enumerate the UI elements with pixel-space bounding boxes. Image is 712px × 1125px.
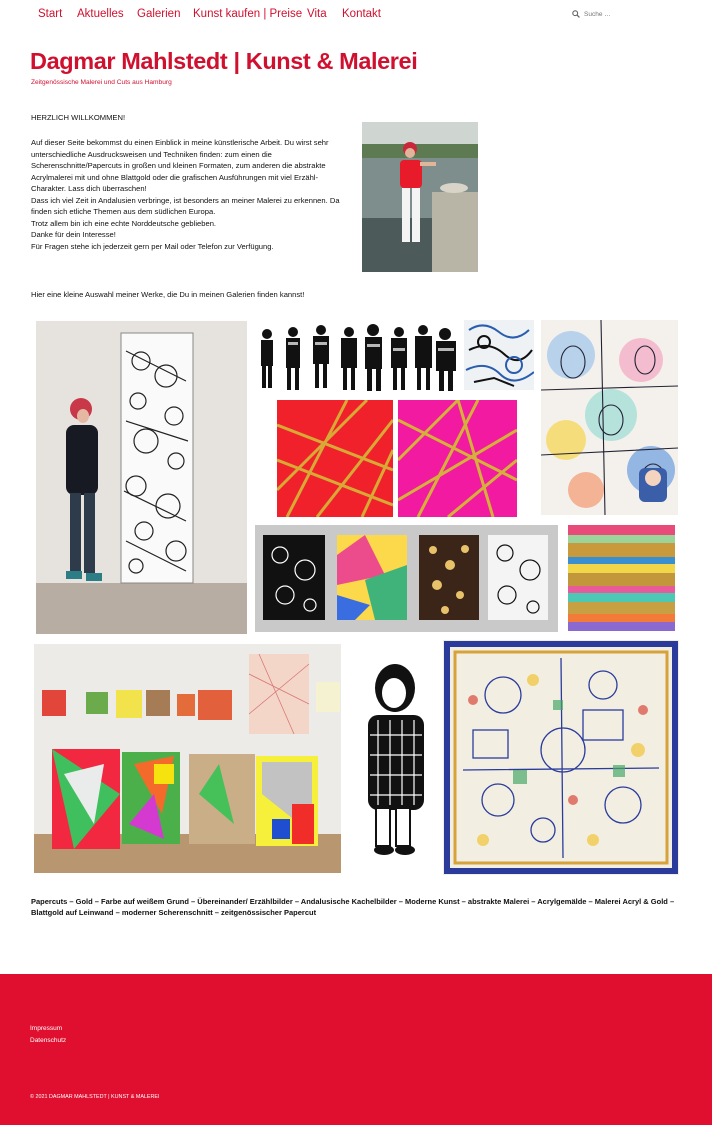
intro-paragraph: Danke für dein Interesse!: [31, 230, 116, 239]
keyword-list: Papercuts – Gold – Farbe auf weißem Grund – Übereinander/ Erzählbilder – Andalusische Kachelbilder – Moderne Kunst – abstrakte Malerei – Acrylgemälde – Malerei Acryl & Gold – Blattgold auf Leinwand – moderner Scherenschnitt – zeitgenössischer Papercut: [31, 897, 675, 917]
nav-vita[interactable]: Vita: [307, 8, 327, 20]
intro-paragraph: Dass ich viel Zeit in Andalusien verbringe, ist besonders an meiner Malerei zu erkennen. Da finden sich etliche Themen aus dem südlichen Europa.: [31, 195, 340, 216]
artwork-group-of-four[interactable]: [255, 525, 558, 632]
footer-link-datenschutz[interactable]: Datenschutz: [30, 1037, 67, 1044]
artwork-narrative-painting[interactable]: [541, 320, 678, 515]
search-box[interactable]: [572, 7, 672, 21]
site-footer: [0, 974, 712, 1125]
artwork-exhibition-photo[interactable]: [34, 644, 341, 873]
intro-paragraph: Auf dieser Seite bekommst du einen Einblick in meine künstlerische Arbeit. Du wirst sehr unterschiedliche Ausdrucksweisen und Techniken finden: zum einen die Scherenschnitte/Papercuts in großen und kleinen Formaten, zum anderen die abstrakte Acrylmalerei mit und ohne Blattgold oder die grafischen Ausführungen mit viel Erzähl-Charakter. Lass dich überraschen!: [31, 138, 329, 193]
artwork-papercut-figure[interactable]: [350, 660, 435, 860]
artwork-pattern-tile[interactable]: [464, 320, 534, 390]
artist-portrait-photo: [362, 122, 478, 272]
site-tagline: Zeitgenössische Malerei und Cuts aus Hamburg: [31, 79, 172, 86]
artwork-papercut-figures[interactable]: [255, 320, 460, 396]
artwork-stripe-painting[interactable]: [568, 525, 675, 631]
search-icon: [572, 10, 580, 18]
intro-paragraph: Für Fragen stehe ich jederzeit gern per Mail oder Telefon zur Verfügung.: [31, 241, 274, 251]
artwork-pink-gold-painting[interactable]: [398, 400, 517, 517]
site-title[interactable]: Dagmar Mahlstedt | Kunst & Malerei: [30, 48, 418, 74]
nav-kunst-kaufen[interactable]: Kunst kaufen | Preise: [193, 8, 303, 20]
artwork-andalusian-tile-picture[interactable]: [443, 640, 679, 875]
intro-text: [31, 137, 343, 252]
selection-text: Hier eine kleine Auswahl meiner Werke, die Du in meinen Galerien finden kannst!: [31, 290, 305, 299]
welcome-heading: HERZLICH WILLKOMMEN!: [31, 113, 126, 122]
footer-copyright: © 2021 DAGMAR MAHLSTEDT | KUNST & MALEREI: [30, 1094, 160, 1100]
footer-link-impressum[interactable]: Impressum: [30, 1025, 63, 1032]
nav-kontakt[interactable]: Kontakt: [342, 8, 381, 20]
artwork-photo-gallery-papercut[interactable]: [36, 321, 247, 634]
top-navigation: [0, 0, 712, 30]
nav-start[interactable]: Start: [38, 8, 63, 20]
nav-aktuelles[interactable]: Aktuelles: [77, 8, 124, 20]
intro-paragraph: Trotz allem bin ich eine echte Norddeutsche geblieben.: [31, 218, 217, 228]
search-input[interactable]: [584, 11, 664, 18]
nav-galerien[interactable]: Galerien: [137, 8, 181, 20]
artwork-red-gold-painting[interactable]: [277, 400, 393, 517]
